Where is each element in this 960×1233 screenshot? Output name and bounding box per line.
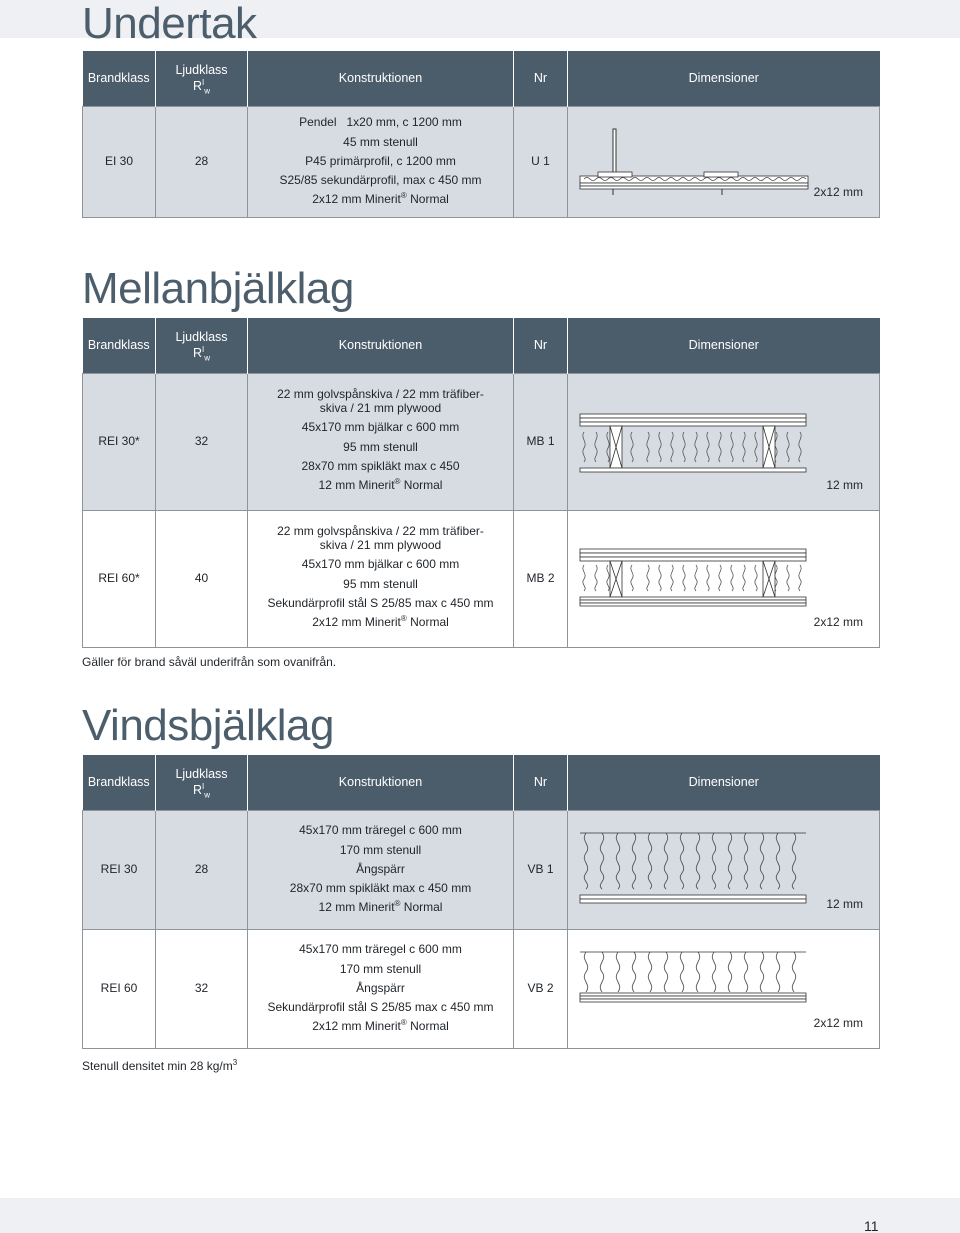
attic-section-drawing [576,948,811,1028]
cell-nr: U 1 [514,106,568,217]
cell-dimension [568,929,880,1048]
cell-dimension [568,106,880,217]
cell-ljudklass: 32 [156,373,248,510]
note-vindsbjalklag: Stenull densitet min 28 $kg/m^3$ [82,1058,238,1073]
cell-brandklass: REI 60 [83,929,156,1048]
cell-nr: VB 2 [514,929,568,1048]
cell-konstruktion: 22 mm golvspånskiva / 22 mm träfiber- skiva / 21 mm plywood 45x170 mm bjälkar c 600 mm 95 mm stenull 28x70 mm spikläkt max c 450 12 mm Minerit® Normal [248,373,514,510]
header-ljudklass: Ljudklass $R^I_w$ [156,51,248,106]
dimension-label: 2x12 mm [813,185,863,200]
cell-brandklass: EI 30 [83,106,156,217]
cell-nr: MB 1 [514,373,568,510]
cell-ljudklass: 28 [156,810,248,929]
dimension-label: 2x12 mm [813,1016,863,1031]
header-brandklass: Brandklass [83,318,156,373]
cell-brandklass: REI 30* [83,373,156,510]
cell-dimension [568,810,880,929]
cell-konstruktion: 45x170 mm träregel c 600 mm 170 mm stenull Ångspärr Sekundärprofil stål S 25/85 max c 450 mm 2x12 mm Minerit® Normal [248,929,514,1048]
header-dimensioner: Dimensioner [568,755,880,810]
dimension-label: 12 mm [826,478,863,493]
section-title-mellanbjalklag: Mellanbjälklag [82,264,354,313]
floor-section-drawing [576,392,811,482]
header-nr: Nr [514,51,568,106]
table-header-row [83,755,880,810]
header-nr: Nr [514,755,568,810]
header-brandklass: Brandklass [83,755,156,810]
header-brandklass: Brandklass [83,51,156,106]
cell-konstruktion: 45x170 mm träregel c 600 mm 170 mm stenull Ångspärr 28x70 mm spikläkt max c 450 mm 12 mm Minerit® Normal [248,810,514,929]
cell-brandklass: REI 30 [83,810,156,929]
table-header-row [83,51,880,106]
cell-ljudklass: 32 [156,929,248,1048]
cell-dimension [568,510,880,647]
ceiling-section-drawing [576,125,811,205]
attic-section-drawing [576,829,811,909]
cell-brandklass: REI 60* [83,510,156,647]
header-ljudklass: Ljudklass $R^I_w$ [156,318,248,373]
table-row [83,106,880,217]
header-dimensioner: Dimensioner [568,51,880,106]
header-konstruktionen: Konstruktionen [248,51,514,106]
header-nr: Nr [514,318,568,373]
cell-nr: VB 1 [514,810,568,929]
table-vindsbjalklag [82,755,880,1049]
cell-dimension [568,373,880,510]
table-row [83,929,880,1048]
table-row [83,373,880,510]
table-mellanbjalklag [82,318,880,648]
header-ljudklass: Ljudklass $R^I_w$ [156,755,248,810]
cell-konstruktion: Pendel 1x20 mm, c 1200 mm 45 mm stenull P45 primärprofil, c 1200 mm S25/85 sekundärprofil, max c 450 mm 2x12 mm Minerit® Normal [248,106,514,217]
section-title-vindsbjalklag: Vindsbjälklag [82,701,334,750]
cell-konstruktion: 22 mm golvspånskiva / 22 mm träfiber- skiva / 21 mm plywood 45x170 mm bjälkar c 600 mm 95 mm stenull Sekundärprofil stål S 25/85 max c 450 mm 2x12 mm Minerit® Normal [248,510,514,647]
table-undertak [82,51,880,218]
table-header-row [83,318,880,373]
cell-ljudklass: 40 [156,510,248,647]
table-row [83,510,880,647]
cell-ljudklass: 28 [156,106,248,217]
dimension-label: 2x12 mm [813,615,863,630]
section-title-undertak: Undertak [82,0,257,48]
header-konstruktionen: Konstruktionen [248,755,514,810]
dimension-label: 12 mm [826,897,863,912]
page-number: 11 [864,1218,879,1233]
floor-section-drawing [576,529,811,619]
header-konstruktionen: Konstruktionen [248,318,514,373]
header-dimensioner: Dimensioner [568,318,880,373]
cell-nr: MB 2 [514,510,568,647]
table-row [83,810,880,929]
note-mellanbjalklag: Gäller för brand såväl underifrån som ovanifrån. [82,655,337,669]
